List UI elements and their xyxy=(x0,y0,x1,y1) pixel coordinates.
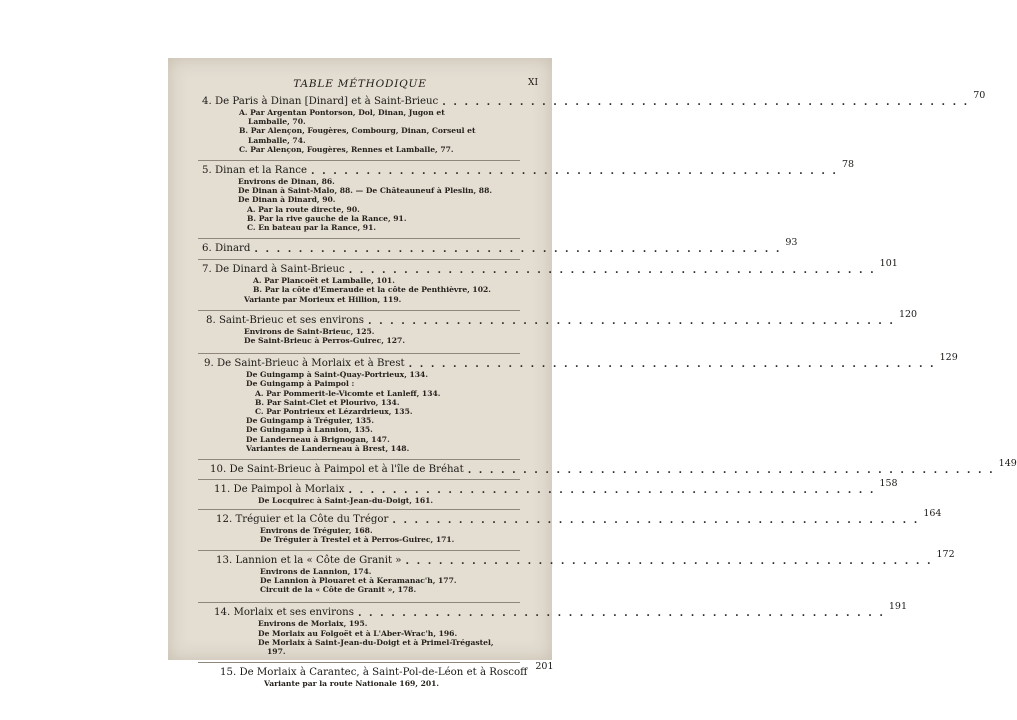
toc-entry-title: 9. De Saint-Brieuc à Morlaix et à Brest xyxy=(204,358,405,370)
toc-sub-entry: De Guingamp à Tréguier, 135. xyxy=(246,416,374,426)
book-page xyxy=(168,58,1017,689)
toc-sub-entry: De Landerneau à Brignogan, 147. xyxy=(246,434,390,444)
entry-separator xyxy=(198,259,520,260)
toc-entry-page: 149 xyxy=(998,458,1017,470)
toc-sub-entry: 197. xyxy=(267,646,286,656)
toc-sub-entry: A. Par Pommerit-le-Vicomte et Lanleff, 134. xyxy=(255,388,441,398)
dot-leader xyxy=(468,464,995,476)
toc-entry xyxy=(168,90,986,161)
toc-sub-entry: B. Par la côte d'Emeraude et la côte de Penthièvre, 102. xyxy=(253,285,491,295)
toc-entry-title: 4. De Paris à Dinan [Dinard] et à Saint-Brieuc xyxy=(202,96,439,107)
dot-leader xyxy=(406,555,933,567)
toc-sub-entry: Variantes de Landerneau à Brest, 148. xyxy=(246,443,410,453)
toc-entry-page: 120 xyxy=(898,308,918,320)
toc-entry xyxy=(168,508,942,550)
toc-sub-entry: A. Par Argentan Pontorson, Dol, Dinan, Jugon et xyxy=(239,108,445,117)
toc-entry-title: 8. Saint-Brieuc et ses environs xyxy=(206,314,364,326)
entry-separator xyxy=(198,238,520,239)
toc-entry-row xyxy=(168,508,942,526)
entry-separator xyxy=(198,550,520,551)
toc-entry-title: 10. De Saint-Brieuc à Paimpol et à l'île de Bréhat xyxy=(210,464,464,476)
page-title: TABLE MÉTHODIQUE xyxy=(293,78,427,90)
toc-sub-entry: De Locquirec à Saint-Jean-du-Doigt, 161. xyxy=(258,496,434,506)
toc-entry-row xyxy=(168,237,798,255)
entry-separator xyxy=(198,459,520,460)
toc-entry xyxy=(168,458,1017,480)
toc-entry-title: 7. De Dinard à Saint-Brieuc xyxy=(202,264,345,276)
toc-entry xyxy=(168,661,554,689)
toc-sub-entry: De Guingamp à Paimpol : xyxy=(246,379,355,389)
table-of-contents xyxy=(168,90,1017,689)
toc-sub-entry: De Saint-Brieuc à Perros-Guirec, 127. xyxy=(244,336,405,346)
dot-leader xyxy=(349,264,876,276)
toc-entry-title: 13. Lannion et la « Côte de Granit » xyxy=(216,554,402,566)
toc-entry-page: 101 xyxy=(879,258,898,270)
toc-entry-row xyxy=(168,548,955,567)
toc-sub-entry: A. Par Plancoët et Lamballe, 101. xyxy=(253,276,395,286)
toc-sub-entry: Environs de Dinan, 86. xyxy=(238,177,335,187)
toc-sub-entry: De Morlaix au Folgoët et à L'Aber-Wrac'h, 196. xyxy=(258,628,458,638)
toc-entry-row xyxy=(168,661,554,679)
toc-entry-row xyxy=(168,478,898,496)
toc-entry-row xyxy=(168,352,958,370)
entry-separator xyxy=(198,662,520,663)
toc-sub-entry: C. Par Pontrieux et Lézardrieux, 135. xyxy=(255,407,413,417)
toc-sub-entry: C. En bateau par la Rance, 91. xyxy=(247,223,377,233)
toc-entry-title: 5. Dinan et la Rance xyxy=(202,165,308,177)
toc-sub-entry: Environs de Lannion, 174. xyxy=(260,566,372,576)
toc-entry-title: 6. Dinard xyxy=(202,243,251,255)
toc-entry-title: 11. De Paimpol à Morlaix xyxy=(214,484,345,496)
dot-leader xyxy=(368,315,895,327)
toc-entry-page: 70 xyxy=(973,90,986,101)
toc-sub-entry: C. Par Alençon, Fougères, Rennes et Lamballe, 77. xyxy=(239,144,454,154)
toc-entry-page: 164 xyxy=(923,508,942,520)
toc-entry-row xyxy=(168,458,1017,476)
dot-leader xyxy=(311,165,838,177)
toc-sub-entry: De Tréguier à Trestel et à Perros-Guirec, 171. xyxy=(260,535,455,545)
entry-separator xyxy=(198,602,520,603)
toc-entry xyxy=(168,237,798,260)
toc-entry-title: 15. De Morlaix à Carantec, à Saint-Pol-de-Léon et à Roscoff xyxy=(220,667,528,679)
entry-separator xyxy=(198,509,520,510)
toc-sub-entry: B. Par Alençon, Fougères, Combourg, Dinan, Corseul et xyxy=(239,126,476,136)
toc-entry-page: 201 xyxy=(535,661,554,673)
dot-leader xyxy=(392,514,919,526)
toc-sub-entry: Environs de Tréguier, 168. xyxy=(260,526,373,536)
toc-entry-row xyxy=(168,159,855,177)
toc-entry-page: 158 xyxy=(879,478,898,490)
toc-sub-entry: De Guingamp à Saint-Quay-Portrieux, 134. xyxy=(246,370,428,380)
toc-entry-page: 172 xyxy=(936,548,955,560)
entry-separator xyxy=(198,310,520,311)
toc-sub-entry: De Dinan à Dinard, 90. xyxy=(238,195,336,205)
toc-sub-entry: De Guingamp à Lannion, 135. xyxy=(246,425,373,435)
toc-sub-entry: A. Par la route directe, 90. xyxy=(247,204,360,214)
dot-leader xyxy=(409,358,936,370)
toc-entry-row xyxy=(168,601,908,619)
toc-sub-entry: De Dinan à Saint-Malo, 88. — De Châteauneuf à Pleslin, 88. xyxy=(238,186,492,196)
toc-entry xyxy=(168,258,898,311)
toc-entry xyxy=(168,308,918,354)
toc-sub-entry: Environs de Morlaix, 195. xyxy=(258,619,368,629)
toc-sub-entry: Variante par Morieux et Hillion, 119. xyxy=(244,294,402,304)
toc-entry-row xyxy=(168,308,918,327)
toc-entry xyxy=(168,352,958,460)
dot-leader xyxy=(349,484,876,496)
toc-entry-row xyxy=(168,258,898,276)
dot-leader xyxy=(254,243,781,255)
toc-entry-title: 14. Morlaix et ses environs xyxy=(214,607,354,619)
entry-separator xyxy=(198,160,520,161)
toc-sub-entry: Environs de Saint-Brieuc, 125. xyxy=(244,326,375,336)
toc-entry xyxy=(168,159,855,239)
toc-sub-entry: Circuit de la « Côte de Granit », 178. xyxy=(260,585,417,595)
toc-entry xyxy=(168,548,955,604)
toc-sub-entry: De Lannion à Plouaret et à Keramanac'h, 177. xyxy=(260,575,457,585)
toc-entry-row xyxy=(168,90,986,108)
page-number: XI xyxy=(528,78,538,88)
toc-sub-entry: Variante par la route Nationale 169, 201. xyxy=(264,679,440,689)
toc-entry-page: 191 xyxy=(888,601,908,613)
toc-sub-entry: Lamballe, 70. xyxy=(248,117,306,127)
toc-sub-entry: De Morlaix à Saint-Jean-du-Doigt et à Primel-Trégastel, xyxy=(258,637,494,647)
toc-sub-entry: B. Par la rive gauche de la Rance, 91. xyxy=(247,213,407,223)
toc-entry-page: 78 xyxy=(841,159,855,171)
toc-entry-page: 93 xyxy=(785,237,798,249)
dot-leader xyxy=(358,607,885,619)
dot-leader xyxy=(442,96,969,108)
entry-separator xyxy=(198,353,520,354)
toc-sub-entry: B. Par Saint-Clet et Plourivo, 134. xyxy=(255,397,400,407)
toc-entry xyxy=(168,601,908,663)
running-header xyxy=(168,78,552,92)
entry-separator xyxy=(198,479,520,480)
toc-entry-page: 129 xyxy=(939,352,958,364)
toc-sub-entry: Lamballe, 74. xyxy=(248,135,306,145)
toc-entry-title: 12. Tréguier et la Côte du Trégor xyxy=(216,514,389,526)
toc-entry xyxy=(168,478,898,510)
